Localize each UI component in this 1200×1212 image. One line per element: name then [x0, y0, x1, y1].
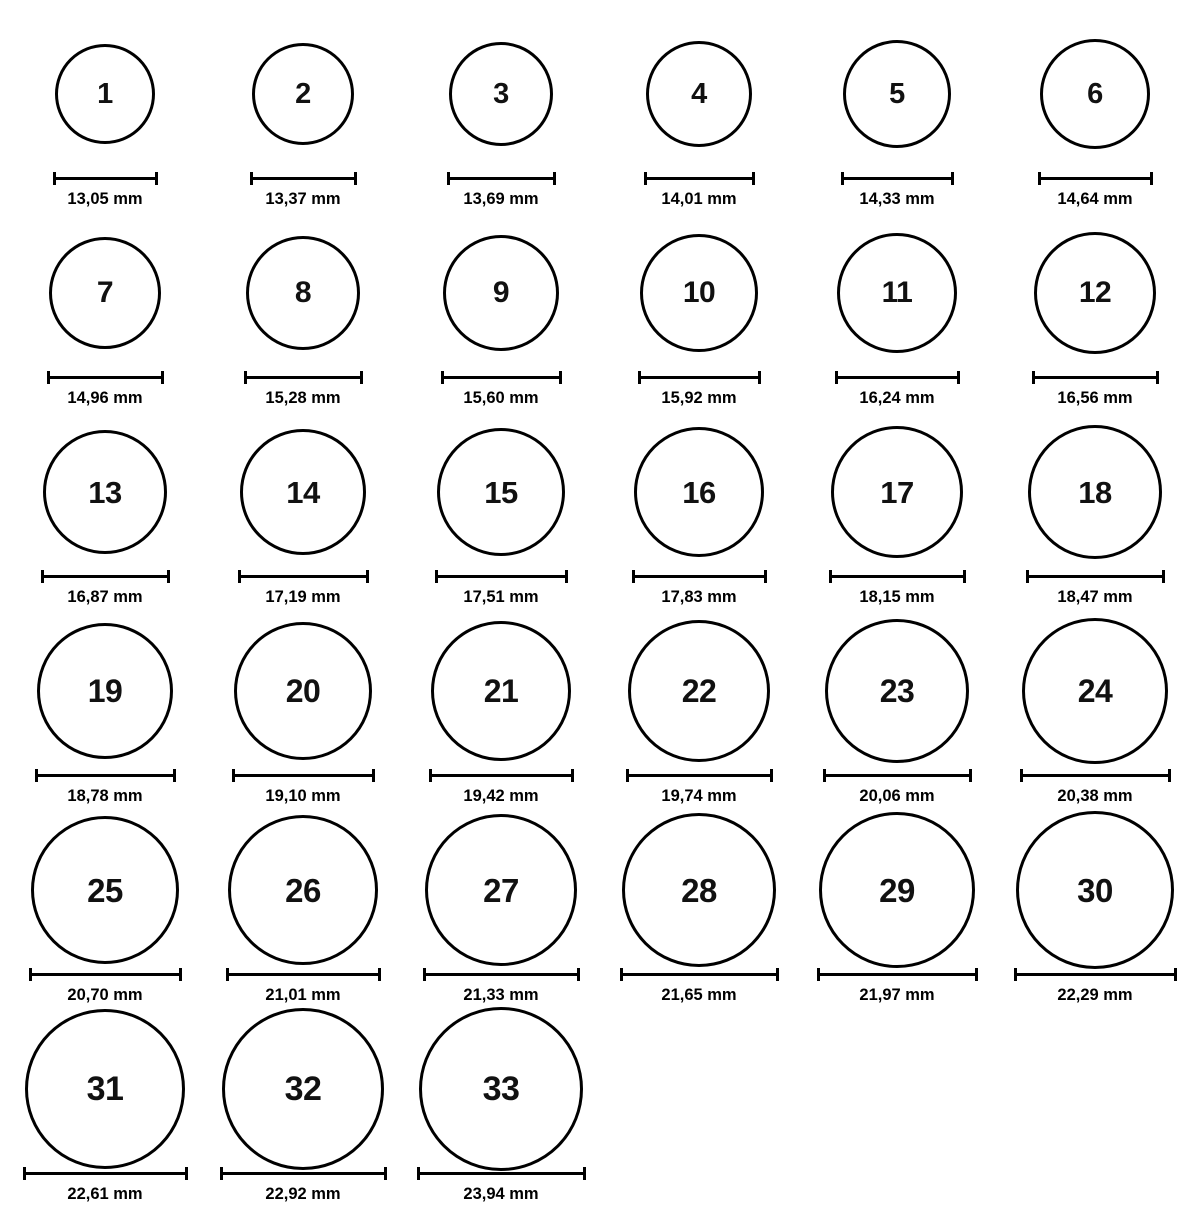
ring-size-number: 5 — [889, 77, 905, 110]
measure-tick-right — [583, 1167, 586, 1180]
measure-tick-right — [553, 172, 556, 185]
measure-line — [1038, 177, 1153, 180]
ring-circle-wrap — [431, 615, 571, 767]
measure-tick-left — [250, 172, 253, 185]
measure-tick-left — [1038, 172, 1041, 185]
ring-circle — [1016, 811, 1174, 969]
measure-tick-right — [951, 172, 954, 185]
measure-tick-right — [167, 570, 170, 583]
ring-size-cell — [802, 217, 992, 416]
ring-circle — [831, 426, 963, 558]
measure-line — [644, 177, 755, 180]
ring-size-number: 24 — [1077, 673, 1113, 709]
ring-circle — [1040, 39, 1150, 149]
ring-size-number: 21 — [483, 673, 519, 709]
ring-circle — [425, 814, 577, 966]
measure-tick-right — [185, 1167, 188, 1180]
ring-circle — [622, 813, 776, 967]
diameter-label: 13,37 mm — [265, 190, 341, 208]
measure-tick-left — [244, 371, 247, 384]
measure-tick-right — [173, 769, 176, 782]
diameter-label: 17,19 mm — [265, 588, 341, 606]
measure-tick-right — [161, 371, 164, 384]
ring-size-number: 26 — [285, 871, 321, 909]
ring-circle — [1028, 425, 1162, 559]
diameter-label: 14,01 mm — [661, 190, 737, 208]
measure-tick-left — [1026, 570, 1029, 583]
diameter-label: 22,61 mm — [67, 1185, 143, 1203]
ring-size-number: 17 — [880, 474, 914, 510]
measure-tick-right — [1150, 172, 1153, 185]
ring-size-number: 19 — [87, 673, 123, 709]
measure-tick-right — [1162, 570, 1165, 583]
measure-tick-left — [435, 570, 438, 583]
ring-size-number: 20 — [285, 673, 321, 709]
ring-circle-wrap — [443, 217, 559, 369]
measure-line — [841, 177, 954, 180]
measure-tick-right — [571, 769, 574, 782]
ring-size-cell — [1000, 615, 1190, 814]
diameter-label: 20,70 mm — [67, 986, 143, 1004]
ring-size-number: 25 — [87, 871, 123, 909]
ring-size-number: 9 — [492, 276, 510, 309]
ring-size-cell — [10, 217, 200, 416]
measure-tick-right — [752, 172, 755, 185]
ring-size-cell — [406, 1013, 596, 1212]
measure-line — [423, 973, 580, 976]
diameter-measure-bar — [435, 570, 568, 582]
ring-circle-wrap — [449, 18, 553, 170]
ring-size-cell — [10, 615, 200, 814]
ring-size-number: 8 — [294, 276, 312, 309]
measure-line — [417, 1172, 586, 1175]
diameter-measure-bar — [841, 172, 954, 184]
measure-line — [626, 774, 773, 777]
ring-size-cell — [802, 615, 992, 814]
ring-size-number: 10 — [682, 276, 716, 309]
measure-line — [435, 575, 568, 578]
ring-circle-wrap — [31, 814, 179, 966]
measure-tick-left — [626, 769, 629, 782]
ring-size-cell — [1000, 814, 1190, 1013]
diameter-measure-bar — [1038, 172, 1153, 184]
ring-circle-wrap — [425, 814, 577, 966]
ring-size-cell — [604, 814, 794, 1013]
diameter-label: 19,42 mm — [463, 787, 539, 805]
measure-tick-left — [1020, 769, 1023, 782]
ring-circle — [443, 235, 559, 351]
ring-circle-wrap — [25, 1013, 185, 1165]
diameter-measure-bar — [250, 172, 357, 184]
ring-circle — [634, 427, 764, 557]
measure-tick-left — [447, 172, 450, 185]
diameter-measure-bar — [238, 570, 369, 582]
measure-tick-left — [632, 570, 635, 583]
diameter-measure-bar — [447, 172, 556, 184]
measure-tick-left — [644, 172, 647, 185]
ring-circle-wrap — [246, 217, 360, 369]
ring-circle-wrap — [437, 416, 565, 568]
diameter-label: 21,01 mm — [265, 986, 341, 1004]
measure-tick-left — [238, 570, 241, 583]
ring-size-number: 28 — [681, 871, 717, 909]
measure-tick-left — [41, 570, 44, 583]
diameter-measure-bar — [1026, 570, 1165, 582]
measure-line — [835, 376, 960, 379]
diameter-measure-bar — [823, 769, 972, 781]
measure-line — [823, 774, 972, 777]
ring-circle-wrap — [49, 217, 161, 369]
measure-tick-right — [384, 1167, 387, 1180]
ring-size-cell — [604, 217, 794, 416]
ring-circle-wrap — [228, 814, 378, 966]
diameter-label: 20,38 mm — [1057, 787, 1133, 805]
diameter-label: 17,83 mm — [661, 588, 737, 606]
diameter-measure-bar — [644, 172, 755, 184]
measure-line — [638, 376, 761, 379]
ring-size-number: 30 — [1077, 871, 1113, 909]
ring-circle-wrap — [1028, 416, 1162, 568]
ring-size-number: 6 — [1087, 77, 1103, 110]
measure-tick-left — [23, 1167, 26, 1180]
diameter-measure-bar — [817, 968, 978, 980]
diameter-measure-bar — [23, 1167, 188, 1179]
ring-size-cell — [1000, 18, 1190, 217]
diameter-measure-bar — [441, 371, 562, 383]
measure-tick-right — [969, 769, 972, 782]
measure-line — [23, 1172, 188, 1175]
ring-size-number: 29 — [879, 871, 915, 909]
ring-size-number: 22 — [681, 673, 717, 709]
ring-size-cell — [406, 416, 596, 615]
measure-tick-right — [770, 769, 773, 782]
ring-circle-wrap — [819, 814, 975, 966]
measure-tick-left — [620, 968, 623, 981]
ring-circle-wrap — [628, 615, 770, 767]
ring-circle-wrap — [234, 615, 372, 767]
measure-line — [817, 973, 978, 976]
diameter-label: 15,60 mm — [463, 389, 539, 407]
ring-size-cell — [10, 416, 200, 615]
ring-circle — [55, 44, 155, 144]
measure-tick-right — [378, 968, 381, 981]
diameter-measure-bar — [620, 968, 779, 980]
ring-circle-wrap — [622, 814, 776, 966]
measure-tick-right — [758, 371, 761, 384]
diameter-measure-bar — [423, 968, 580, 980]
measure-tick-left — [226, 968, 229, 981]
ring-circle-wrap — [825, 615, 969, 767]
diameter-label: 16,87 mm — [67, 588, 143, 606]
ring-circle-wrap — [640, 217, 758, 369]
ring-circle-wrap — [43, 416, 167, 568]
ring-circle — [25, 1009, 185, 1169]
measure-line — [220, 1172, 387, 1175]
ring-size-cell — [208, 217, 398, 416]
ring-circle-wrap — [634, 416, 764, 568]
ring-circle — [228, 815, 378, 965]
measure-tick-right — [366, 570, 369, 583]
measure-tick-left — [829, 570, 832, 583]
ring-circle — [240, 429, 366, 555]
diameter-label: 13,05 mm — [67, 190, 143, 208]
diameter-measure-bar — [35, 769, 176, 781]
ring-size-number: 12 — [1078, 276, 1112, 309]
diameter-label: 14,64 mm — [1057, 190, 1133, 208]
ring-size-number: 27 — [483, 871, 519, 909]
measure-tick-left — [47, 371, 50, 384]
ring-size-number: 7 — [96, 276, 114, 309]
ring-size-cell — [604, 416, 794, 615]
measure-line — [226, 973, 381, 976]
ring-circle-wrap — [55, 18, 155, 170]
ring-circle — [825, 619, 969, 763]
ring-size-cell — [406, 217, 596, 416]
ring-size-number: 11 — [881, 276, 913, 309]
measure-line — [632, 575, 767, 578]
ring-size-number: 32 — [284, 1070, 322, 1108]
diameter-label: 16,24 mm — [859, 389, 935, 407]
measure-tick-right — [155, 172, 158, 185]
ring-circle — [31, 816, 179, 964]
ring-size-number: 33 — [482, 1070, 520, 1108]
ring-size-grid — [0, 18, 1200, 1212]
ring-size-number: 31 — [86, 1070, 124, 1108]
measure-tick-left — [220, 1167, 223, 1180]
ring-size-cell — [208, 814, 398, 1013]
ring-circle-wrap — [843, 18, 951, 170]
diameter-label: 21,33 mm — [463, 986, 539, 1004]
diameter-measure-bar — [638, 371, 761, 383]
measure-line — [250, 177, 357, 180]
measure-line — [29, 973, 182, 976]
ring-size-cell — [208, 18, 398, 217]
diameter-measure-bar — [226, 968, 381, 980]
measure-line — [620, 973, 779, 976]
diameter-label: 13,69 mm — [463, 190, 539, 208]
measure-tick-left — [817, 968, 820, 981]
measure-line — [447, 177, 556, 180]
ring-size-cell — [406, 814, 596, 1013]
diameter-label: 15,92 mm — [661, 389, 737, 407]
ring-circle — [646, 41, 752, 147]
measure-line — [1032, 376, 1159, 379]
ring-circle-wrap — [646, 18, 752, 170]
ring-size-number: 14 — [286, 474, 320, 510]
measure-tick-right — [776, 968, 779, 981]
ring-circle — [234, 622, 372, 760]
ring-size-cell — [10, 1013, 200, 1212]
measure-line — [1026, 575, 1165, 578]
diameter-label: 15,28 mm — [265, 389, 341, 407]
ring-size-cell — [406, 18, 596, 217]
ring-size-cell — [802, 18, 992, 217]
diameter-measure-bar — [1020, 769, 1171, 781]
diameter-label: 20,06 mm — [859, 787, 935, 805]
diameter-label: 18,78 mm — [67, 787, 143, 805]
ring-size-cell — [208, 416, 398, 615]
diameter-label: 17,51 mm — [463, 588, 539, 606]
measure-tick-right — [957, 371, 960, 384]
diameter-measure-bar — [1014, 968, 1177, 980]
measure-tick-right — [354, 172, 357, 185]
diameter-label: 23,94 mm — [463, 1185, 539, 1203]
ring-size-number: 1 — [97, 77, 113, 110]
ring-circle-wrap — [240, 416, 366, 568]
ring-circle — [640, 234, 758, 352]
ring-circle-wrap — [1016, 814, 1174, 966]
measure-tick-left — [841, 172, 844, 185]
ring-size-number: 3 — [493, 77, 509, 110]
measure-line — [429, 774, 574, 777]
ring-size-cell — [802, 814, 992, 1013]
measure-tick-right — [179, 968, 182, 981]
ring-circle — [628, 620, 770, 762]
diameter-measure-bar — [1032, 371, 1159, 383]
ring-circle — [419, 1007, 583, 1171]
diameter-label: 14,33 mm — [859, 190, 935, 208]
measure-tick-left — [429, 769, 432, 782]
measure-line — [41, 575, 170, 578]
diameter-measure-bar — [632, 570, 767, 582]
ring-circle — [37, 623, 173, 759]
measure-tick-right — [1174, 968, 1177, 981]
measure-line — [829, 575, 966, 578]
ring-circle-wrap — [37, 615, 173, 767]
diameter-label: 19,74 mm — [661, 787, 737, 805]
ring-size-cell — [604, 615, 794, 814]
measure-tick-right — [975, 968, 978, 981]
measure-tick-left — [823, 769, 826, 782]
ring-circle — [1022, 618, 1168, 764]
ring-circle — [222, 1008, 384, 1170]
ring-size-cell — [1000, 416, 1190, 615]
ring-size-cell — [208, 615, 398, 814]
diameter-label: 21,65 mm — [661, 986, 737, 1004]
ring-circle-wrap — [1034, 217, 1156, 369]
ring-circle — [437, 428, 565, 556]
ring-size-number: 16 — [682, 474, 716, 510]
measure-tick-left — [232, 769, 235, 782]
measure-tick-left — [417, 1167, 420, 1180]
diameter-measure-bar — [829, 570, 966, 582]
measure-tick-right — [1168, 769, 1171, 782]
ring-circle-wrap — [837, 217, 957, 369]
ring-circle — [49, 237, 161, 349]
diameter-label: 16,56 mm — [1057, 389, 1133, 407]
measure-tick-right — [1156, 371, 1159, 384]
ring-circle — [431, 621, 571, 761]
diameter-measure-bar — [47, 371, 164, 383]
measure-line — [232, 774, 375, 777]
ring-size-cell — [1000, 217, 1190, 416]
ring-circle — [837, 233, 957, 353]
measure-line — [47, 376, 164, 379]
measure-line — [244, 376, 363, 379]
measure-tick-right — [360, 371, 363, 384]
ring-circle — [843, 40, 951, 148]
measure-tick-left — [29, 968, 32, 981]
ring-circle-wrap — [252, 18, 354, 170]
ring-size-cell — [802, 416, 992, 615]
diameter-label: 14,96 mm — [67, 389, 143, 407]
measure-tick-right — [963, 570, 966, 583]
diameter-measure-bar — [244, 371, 363, 383]
measure-tick-left — [441, 371, 444, 384]
measure-line — [1014, 973, 1177, 976]
ring-size-number: 15 — [484, 474, 518, 510]
measure-tick-right — [565, 570, 568, 583]
measure-tick-left — [53, 172, 56, 185]
diameter-label: 18,15 mm — [859, 588, 935, 606]
diameter-label: 21,97 mm — [859, 986, 935, 1004]
ring-circle — [449, 42, 553, 146]
diameter-measure-bar — [835, 371, 960, 383]
ring-size-cell — [208, 1013, 398, 1212]
ring-circle-wrap — [1040, 18, 1150, 170]
ring-circle-wrap — [831, 416, 963, 568]
measure-tick-left — [835, 371, 838, 384]
ring-size-cell — [10, 814, 200, 1013]
measure-line — [35, 774, 176, 777]
ring-circle — [43, 430, 167, 554]
diameter-measure-bar — [429, 769, 574, 781]
ring-size-number: 2 — [295, 77, 311, 110]
diameter-label: 22,92 mm — [265, 1185, 341, 1203]
measure-tick-left — [1032, 371, 1035, 384]
ring-size-number: 4 — [691, 77, 707, 110]
measure-tick-right — [559, 371, 562, 384]
ring-circle-wrap — [222, 1013, 384, 1165]
ring-circle-wrap — [419, 1013, 583, 1165]
ring-circle — [819, 812, 975, 968]
ring-size-cell — [604, 18, 794, 217]
measure-tick-left — [638, 371, 641, 384]
measure-tick-right — [372, 769, 375, 782]
diameter-label: 18,47 mm — [1057, 588, 1133, 606]
diameter-measure-bar — [29, 968, 182, 980]
measure-tick-right — [764, 570, 767, 583]
ring-size-cell — [10, 18, 200, 217]
diameter-label: 22,29 mm — [1057, 986, 1133, 1004]
ring-circle — [246, 236, 360, 350]
measure-tick-left — [35, 769, 38, 782]
diameter-measure-bar — [53, 172, 158, 184]
ring-size-number: 13 — [88, 474, 122, 510]
measure-tick-left — [423, 968, 426, 981]
diameter-label: 19,10 mm — [265, 787, 341, 805]
ring-size-number: 23 — [879, 673, 915, 709]
ring-size-cell — [406, 615, 596, 814]
measure-tick-right — [577, 968, 580, 981]
diameter-measure-bar — [417, 1167, 586, 1179]
ring-circle — [1034, 232, 1156, 354]
diameter-measure-bar — [41, 570, 170, 582]
measure-line — [238, 575, 369, 578]
diameter-measure-bar — [220, 1167, 387, 1179]
measure-line — [53, 177, 158, 180]
measure-line — [1020, 774, 1171, 777]
diameter-measure-bar — [626, 769, 773, 781]
diameter-measure-bar — [232, 769, 375, 781]
ring-circle — [252, 43, 354, 145]
ring-size-number: 18 — [1078, 474, 1112, 510]
measure-line — [441, 376, 562, 379]
measure-tick-left — [1014, 968, 1017, 981]
ring-circle-wrap — [1022, 615, 1168, 767]
